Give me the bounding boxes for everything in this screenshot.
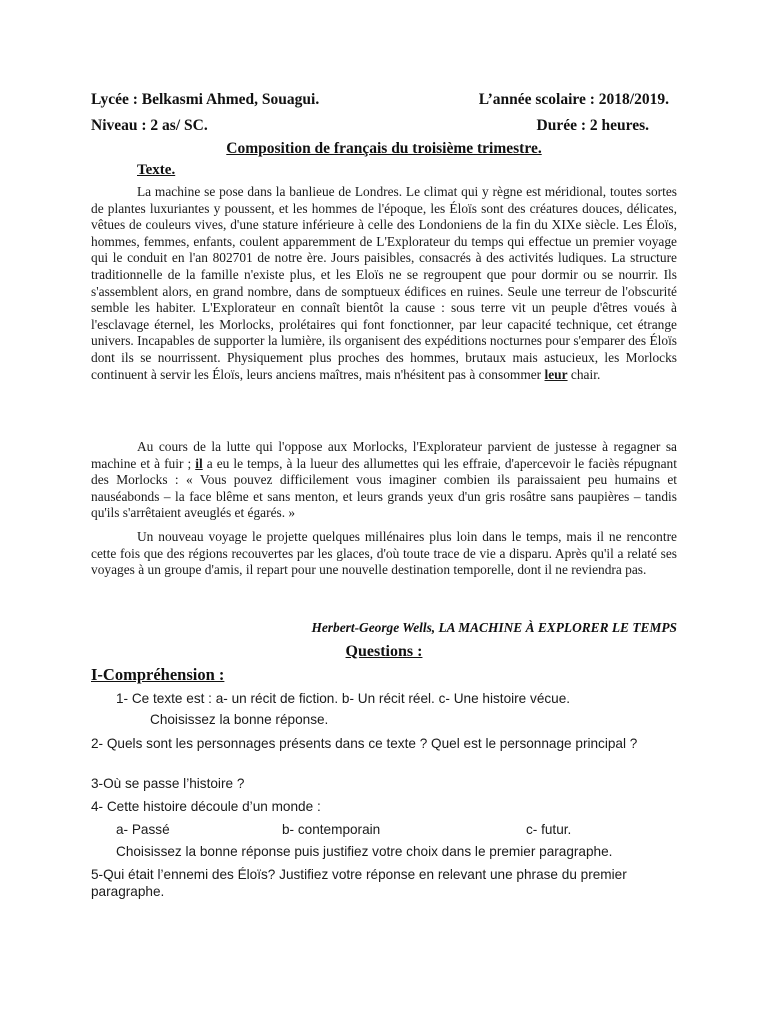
class-level: Niveau : 2 as/ SC. bbox=[91, 117, 208, 134]
paragraph-1-end: chair. bbox=[570, 366, 601, 382]
questions-title: Questions : bbox=[345, 643, 423, 660]
text-label: Texte. bbox=[137, 162, 176, 178]
question-4-option-b: b- contemporain bbox=[282, 822, 381, 837]
question-4-instruction: Choisissez la bonne réponse puis justifiez votre choix dans le premier paragraphe. bbox=[116, 844, 613, 859]
paragraph-2-highlight-word: il bbox=[195, 455, 203, 471]
school-year: L’année scolaire : 2018/2019. bbox=[478, 91, 669, 108]
section-comprehension: I-Compréhension : bbox=[91, 665, 225, 684]
exam-duration: Durée : 2 heures. bbox=[536, 117, 649, 134]
text-source: Herbert-George Wells, LA MACHINE À EXPLORER LE TEMPS bbox=[311, 620, 677, 635]
paragraph-1-text: La machine se pose dans la banlieue de Londres. Le climat qui y règne est méridional, toutes sortes de plantes luxuriantes y poussent, et les hommes de l'époque, les Éloïs sont des créatures douces, délicates, vêtues de couleurs vives, d'une stature inférieure à celle des Londoniens de la fin du XIXe siècle. Les Éloïs, hommes, femmes, enfants, coulent apparemment de L'Explorateur du temps qui effectue un premier voyage qui le conduit en l'an 802701 de notre ère. Jours paisibles, consacrés à des activités ludiques. La structure traditionnelle de la famille n'existe plus, et les Eloïs ne se regroupent que pour dormir ou se nourrir. Ils s'assemblent alors, en grand nombre, dans de somptueux édifices en ruines. Seule une terreur de l'obscurité semble les habiter. L'Explorateur en connaît bientôt la cause : sous terre vit un peuple d'êtres voués à l'esclavage éternel, les Morlocks, prolétaires qui font fonctionner, par leur capacité technique, cet étrange univers. Incapables de supporter la lumière, ils organisent des expéditions nocturnes pour s'emparer des Éloïs dont ils se nourrissent. Physiquement plus proches des hommes, brutaux mais astucieux, les Morlocks continuent à servir les Éloïs, leurs anciens maîtres, mais n'hésitent pas à consommer bbox=[91, 184, 677, 382]
document-title: Composition de français du troisième trimestre. bbox=[226, 140, 542, 157]
question-4-option-c: c- futur. bbox=[526, 822, 572, 837]
paragraph-3: Un nouveau voyage le projette quelques millénaires plus loin dans le temps, mais il ne rencontre cette fois que des régions recouvertes par les glaces, d'où toute trace de vie a disparu. Après qu'il a relaté ses voyages à un groupe d'amis, il repart pour une nouvelle destination temporelle, dont il ne reviendra pas. bbox=[91, 529, 677, 578]
question-4-option-a: a- Passé bbox=[116, 822, 170, 837]
question-4: 4- Cette histoire découle d’un monde : bbox=[91, 799, 321, 814]
question-1-instruction: Choisissez la bonne réponse. bbox=[150, 712, 329, 727]
question-1: 1- Ce texte est : a- un récit de fiction. b- Un récit réel. c- Une histoire vécue. bbox=[116, 691, 571, 706]
paragraph-2-end: a eu le temps, à la lueur des allumettes qui les effraie, d'apercevoir le faciès répugnant des Morlocks : « Vous pouvez difficilement vous imaginer combien ils paraissaient peu humains et nauséabonds – la face blême et sans menton, et leurs grands yeux d'un gris rosâtre sans paupières – tandis qu'ils s'arrêtaient aveuglés et égarés. » bbox=[91, 455, 677, 521]
paragraph-1 bbox=[91, 184, 677, 383]
school-name: Lycée : Belkasmi Ahmed, Souagui. bbox=[91, 91, 320, 108]
question-5: 5-Qui était l’ennemi des Éloïs? Justifiez votre réponse en relevant une phrase du premier paragraphe. bbox=[91, 867, 627, 899]
question-2: 2- Quels sont les personnages présents dans ce texte ? Quel est le personnage principal ? bbox=[91, 736, 638, 751]
paragraph-2-text: Au cours de la lutte qui l'oppose aux Morlocks, l'Explorateur parvient de justesse à regagner sa machine et à fuir ; bbox=[91, 439, 677, 471]
header-line-1 bbox=[91, 91, 677, 111]
paragraph-1-highlight-word: leur bbox=[544, 366, 568, 382]
question-3: 3-Où se passe l’histoire ? bbox=[91, 776, 245, 791]
paragraph-2 bbox=[91, 439, 677, 522]
header-line-2 bbox=[91, 117, 677, 137]
